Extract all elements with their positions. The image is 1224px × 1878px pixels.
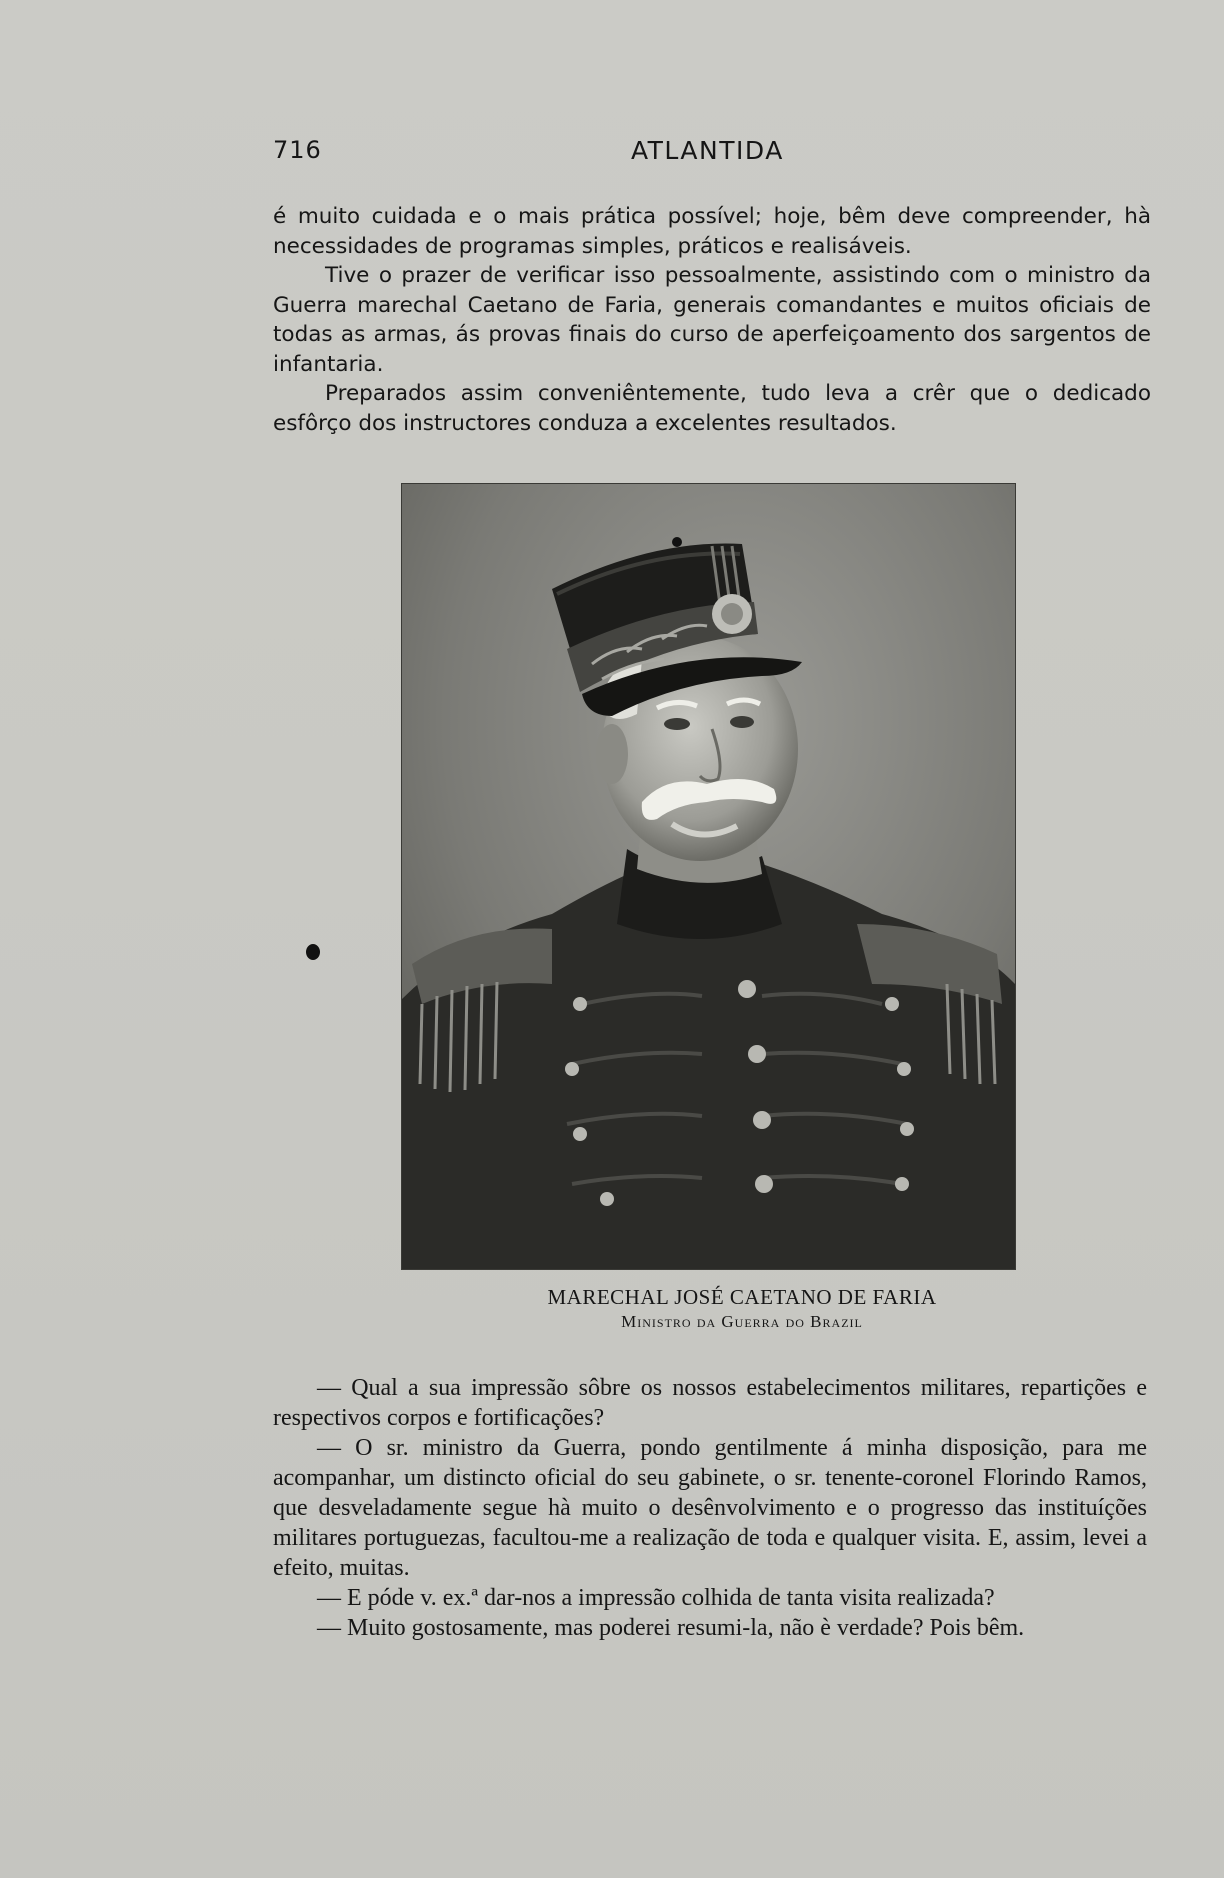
paragraph: Tive o prazer de verificar isso pessoalmente, assistindo com o ministro da Guerra marechal Caetano de Faria, generais comandantes e muitos oficiais de todas as armas, ás provas finais do curso de aperfeiçoamento dos sargentos de infantaria.	[273, 263, 1151, 377]
page-number: 716	[273, 136, 322, 164]
portrait-illustration	[402, 484, 1015, 1269]
bottom-body-text	[273, 1373, 1147, 1643]
photo-caption	[273, 1285, 1151, 1332]
dialogue-paragraph: — Qual a sua impressão sôbre os nossos estabelecimentos militares, repartições e respectivos corpos e fortificações?	[273, 1375, 1147, 1431]
caption-title: MARECHAL JOSÉ CAETANO DE FARIA	[547, 1285, 937, 1309]
paragraph: Preparados assim conveniêntemente, tudo leva a crêr que o dedicado esfôrço dos instructores conduza a excelentes resultados.	[273, 381, 1151, 436]
page-header	[273, 136, 1141, 176]
dialogue-paragraph: — Muito gostosamente, mas poderei resumi-la, não è verdade? Pois bêm.	[317, 1615, 1025, 1641]
running-title: ATLANTIDA	[631, 136, 784, 165]
caption-subtitle: Ministro da Guerra do Brazil	[621, 1312, 863, 1331]
paragraph: é muito cuidada e o mais prática possível; hoje, bêm deve compreender, hà necessidades de programas simples, práticos e realisáveis.	[273, 204, 1151, 259]
dialogue-paragraph: — O sr. ministro da Guerra, pondo gentilmente á minha disposição, para me acompanhar, um distincto oficial do seu gabinete, o sr. tenente-coronel Florindo Ramos, que desveladamente segue hà muito o desênvolvimento e o progresso das instituíções militares portuguezas, facultou-me a realização de toda e qualquer visita. E, assim, levei a efeito, muitas.	[273, 1435, 1147, 1581]
top-body-text	[273, 202, 1151, 438]
dialogue-paragraph: — E póde v. ex.ª dar-nos a impressão colhida de tanta visita realizada?	[317, 1585, 995, 1611]
portrait-photo	[401, 483, 1016, 1270]
ink-blot	[306, 944, 320, 960]
